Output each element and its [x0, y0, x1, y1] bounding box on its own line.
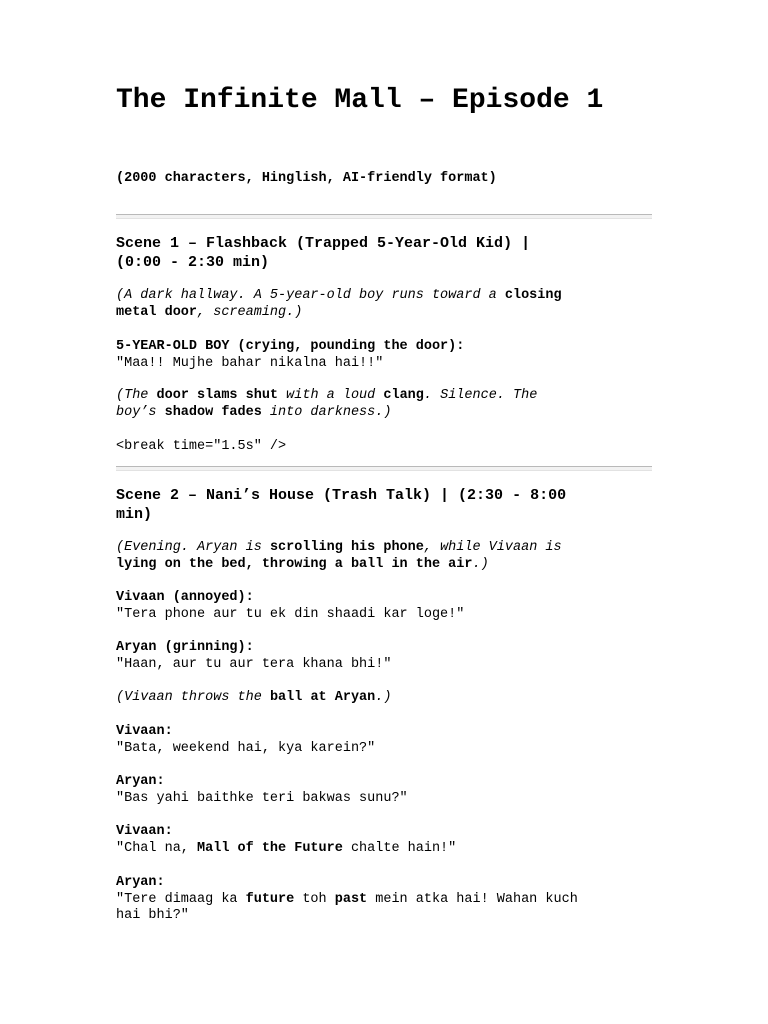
dialogue-block — [116, 875, 652, 925]
dialogue-line: "Tera phone aur tu ek din shaadi kar loge!" — [116, 606, 465, 622]
speaker-label: Vivaan (annoyed): — [116, 590, 254, 605]
dialogue-text: chalte hain!" — [342, 840, 457, 856]
scene-2-action-2 — [116, 690, 652, 707]
dialogue-line: "Bata, weekend hai, kya karein?" — [116, 740, 376, 756]
scene-1-dialogue — [116, 339, 652, 372]
dialogue-text: "Tere dimaag ka — [116, 891, 246, 907]
divider — [116, 214, 652, 219]
speaker-label: Vivaan: — [116, 724, 173, 739]
action-emphasis: lying on the bed, throwing a ball in the air — [116, 556, 473, 572]
scene-1-heading-line-2: (0:00 - 2:30 min) — [116, 254, 270, 271]
action-emphasis: scrolling his phone — [269, 540, 424, 555]
scene-2-heading-line-2: min) — [116, 506, 153, 523]
scene-1-heading — [116, 234, 652, 272]
scene-2-heading-line-1: Scene 2 – Nani’s House (Trash Talk) | (2:30 - 8:00 — [116, 487, 567, 504]
divider — [116, 466, 652, 471]
dialogue-line — [116, 841, 652, 858]
action-emphasis: closing — [504, 288, 562, 303]
dialogue-line: "Bas yahi baithke teri bakwas sunu?" — [116, 790, 408, 806]
speaker-label: 5-YEAR-OLD BOY (crying, pounding the door): — [116, 339, 465, 354]
break-tag: <break time="1.5s" /> — [116, 439, 287, 454]
action-emphasis: metal door — [116, 304, 198, 320]
dialogue-block — [116, 640, 652, 673]
action-text: , while Vivaan is — [423, 540, 562, 555]
action-text: with a loud — [278, 388, 384, 403]
action-text: .) — [375, 690, 392, 705]
dialogue-text: mein atka hai! Wahan kuch — [367, 891, 578, 907]
action-text: (Evening. Aryan is — [116, 540, 270, 555]
scene-2-heading — [116, 486, 652, 524]
action-emphasis: shadow fades — [164, 404, 262, 420]
dialogue-line: "Haan, aur tu aur tera khana bhi!" — [116, 656, 392, 672]
scene-1-action-2 — [116, 388, 652, 421]
dialogue-block — [116, 824, 652, 857]
dialogue-block — [116, 590, 652, 623]
action-text: (Vivaan throws the — [116, 690, 270, 705]
scene-1-action — [116, 288, 652, 321]
action-emphasis: ball at Aryan — [269, 690, 376, 705]
action-text: , screaming.) — [197, 304, 303, 320]
speaker-label: Aryan: — [116, 875, 165, 890]
dialogue-text: "Chal na, — [116, 840, 198, 856]
dialogue-emphasis: Mall of the Future — [197, 840, 343, 856]
dialogue-emphasis: past — [334, 891, 368, 907]
dialogue-line: hai bhi?" — [116, 908, 189, 924]
action-text: .) — [472, 556, 489, 572]
scene-1-heading-line-1: Scene 1 – Flashback (Trapped 5-Year-Old Kid) | — [116, 235, 531, 252]
action-text: boy’s — [116, 404, 165, 420]
action-text: . Silence. The — [423, 388, 538, 403]
action-emphasis: clang — [383, 388, 424, 403]
speaker-label: Aryan: — [116, 774, 165, 789]
action-text: (The — [116, 388, 157, 403]
dialogue-line: "Maa!! Mujhe bahar nikalna hai!!" — [116, 355, 384, 371]
dialogue-text: toh — [294, 891, 335, 907]
dialogue-line — [116, 892, 652, 909]
speaker-label: Vivaan: — [116, 824, 173, 839]
action-text: into darkness.) — [261, 404, 392, 420]
document-subtitle: (2000 characters, Hinglish, AI-friendly format) — [116, 171, 497, 186]
dialogue-block — [116, 724, 652, 757]
document-title: The Infinite Mall – Episode 1 — [116, 85, 604, 116]
scene-2-action — [116, 540, 652, 573]
speaker-label: Aryan (grinning): — [116, 640, 254, 655]
dialogue-emphasis: future — [245, 891, 295, 907]
action-text: (A dark hallway. A 5-year-old boy runs toward a — [116, 288, 505, 303]
dialogue-block — [116, 774, 652, 807]
action-emphasis: door slams shut — [156, 388, 279, 403]
